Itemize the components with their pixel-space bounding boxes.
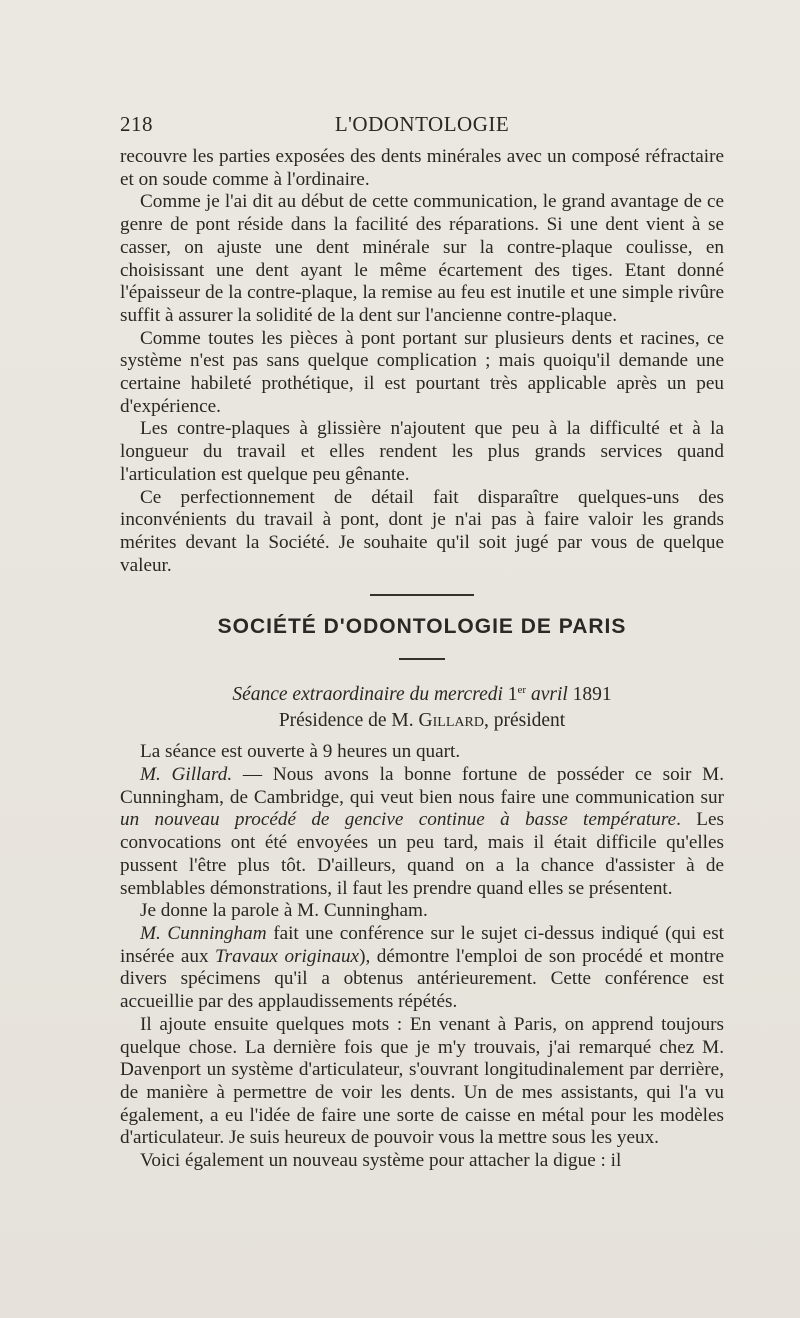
- session-line: [120, 678, 724, 707]
- paragraph-cunningham: [120, 923, 724, 1014]
- paragraph-complication: Comme toutes les pièces à pont portant sur plusieurs dents et racines, ce système n'est pas sans quelque complication ; mais quoiqu'il demande une certaine habileté prothétique, il est pourtant très applicable après un peu d'expérience.: [120, 327, 724, 417]
- presidence-suffix: , président: [483, 710, 566, 732]
- speaker-cunningham: M. Cunningham: [140, 922, 267, 944]
- paragraph-continued: recouvre les parties exposées des dents minérales avec un composé réfractaire et on soude comme à l'ordinaire.: [120, 146, 724, 190]
- running-title: L'ODONTOLOGIE: [334, 112, 510, 136]
- gillard-text-a: — Nous avons la bonne fortune de posséder ce soir M. Cunningham, de Cambridge, qui veut bien nous faire une communication sur: [120, 764, 725, 808]
- paragraph-floor: Je donne la parole à M. Cunningham.: [140, 900, 428, 922]
- paragraph-dam: Voici également un nouveau système pour attacher la digue : il: [140, 1150, 622, 1172]
- paragraph-conclusion: Ce perfectionnement de détail fait disparaître quelques-uns des inconvénients du travail à pont, dont je n'ai pas à faire valoir les grands mérites devant la Société. Je souhaite qu'il soit jugé par vous de quelque valeur.: [120, 486, 724, 576]
- gillard-text-b: . Les convocations ont été envoyées un peu tard, mais il était difficile qu'elles pussent l'être plus tôt. D'ailleurs, quand on a la chance d'assister à de semblables démonstrations, il faut les prendre quand elles se présentent.: [120, 809, 724, 899]
- presidence-prefix: Présidence de M.: [278, 710, 414, 732]
- section-title: SOCIÉTÉ D'ODONTOLOGIE DE PARIS: [217, 615, 627, 639]
- session-year: 1891: [572, 684, 612, 706]
- text-block: [120, 146, 724, 1173]
- speaker-gillard: M. Gillard.: [140, 764, 233, 786]
- cunningham-text-a: fait une conférence sur le sujet ci-dessus indiqué (qui est insérée aux: [120, 922, 724, 967]
- page-number: 218: [120, 112, 153, 136]
- session-text: Séance extraordinaire du mercredi: [232, 684, 503, 706]
- works-title: Travaux originaux: [215, 945, 360, 967]
- paragraph-advantage: Comme je l'ai dit au début de cette communication, le grand avantage de ce genre de pont réside dans la facilité des réparations. Si une dent vient à se casser, on ajuste une dent minérale sur la contre-plaque coulisse, en choisissant une dent ayant le même écartement des tiges. Etant donné l'épaisseur de la contre-plaque, la remise au feu est inutile et une simple rivûre suffit à assurer la solidité de la dent sur l'ancienne contre-plaque.: [120, 191, 724, 326]
- presidence-line: [120, 709, 724, 733]
- paragraph-articulator: Il ajoute ensuite quelques mots : En venant à Paris, on apprend toujours quelque chose. La dernière fois que je m'y trouvais, j'ai remarqué chez M. Davenport un système d'articulateur, s'ouvrant longitudinalement par derrière, de manière à permettre de voir les dents. Un de mes assistants, qui l'a vu également, a eu l'idée de faire une sorte de caisse en métal pour les modèles d'articulateur. Je suis heureux de pouvoir vous la mettre sous les yeux.: [120, 1013, 724, 1149]
- running-head: [120, 112, 724, 142]
- title-underline: [399, 658, 445, 660]
- president-name: Gillard: [418, 710, 484, 732]
- session-day: 1: [507, 684, 518, 706]
- paragraph-gillard: [120, 764, 724, 900]
- session-month: avril: [530, 684, 568, 706]
- paragraph-opening: La séance est ouverte à 9 heures un quart.: [140, 741, 461, 763]
- paragraph-counter-plates: Les contre-plaques à glissière n'ajoutent que peu à la difficulté et à la longueur du travail et elles rendent les plus grands services quand l'articulation est quelque peu gênante.: [120, 418, 724, 485]
- cunningham-text-b: ), démontre l'emploi de son procédé et montre divers spécimens qu'il a obtenus antérieurement. Cette conférence est accueillie par des applaudissements répétés.: [120, 945, 724, 1013]
- session-day-suffix: er: [517, 684, 527, 697]
- communication-title: un nouveau procédé de gencive continue à basse température: [120, 809, 677, 831]
- section-divider: [370, 594, 474, 596]
